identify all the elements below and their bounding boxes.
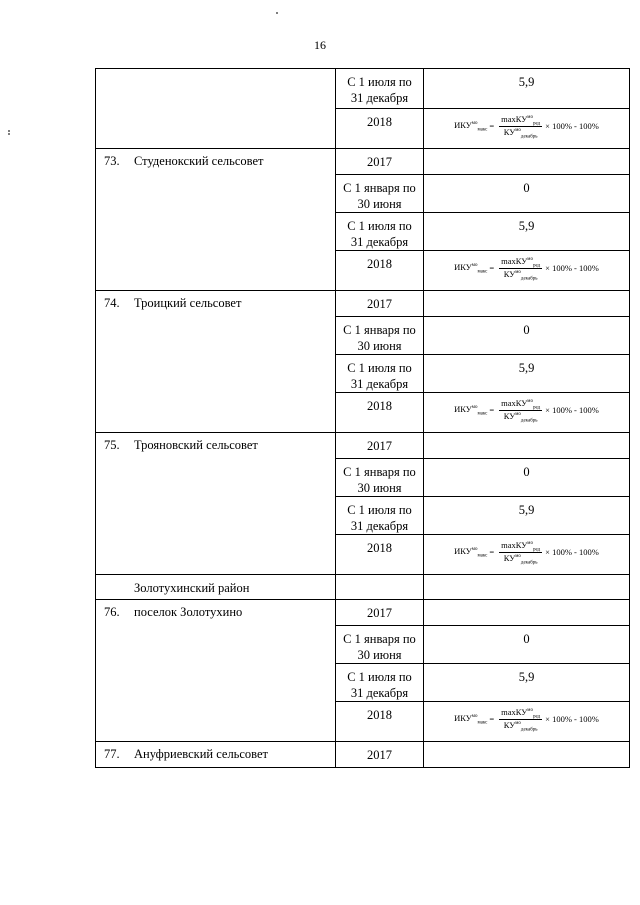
period-label: С 1 января по 30 июня <box>343 465 416 495</box>
municipality-name: Ануфриевский сельсовет <box>134 747 269 761</box>
index-value: 5,9 <box>518 219 535 233</box>
formula-equals: = <box>489 404 495 415</box>
period-cell <box>336 393 424 433</box>
district-name: Золотухинский район <box>134 581 250 595</box>
district-cell <box>96 575 336 600</box>
formula-denominator: $КУ^{мо}_{декабрь}$ <box>503 410 538 424</box>
index-value: 0 <box>523 323 530 337</box>
value-cell <box>424 575 630 600</box>
index-value: 5,9 <box>518 670 535 684</box>
period-cell <box>336 702 424 742</box>
period-label: 2017 <box>367 748 392 762</box>
period-cell <box>336 317 424 355</box>
value-cell <box>424 149 630 175</box>
formula-numerator: maxКУ$^{мо}_{ред}$ <box>501 256 541 269</box>
period-cell <box>336 175 424 213</box>
formula-tail: × 100% - 100% <box>545 404 599 415</box>
formula-tail: × 100% - 100% <box>545 546 599 557</box>
period-label: С 1 июля по 31 декабря <box>347 219 412 249</box>
value-cell <box>424 535 630 575</box>
index-formula <box>424 702 629 733</box>
formula-equals: = <box>489 262 495 273</box>
formula-fraction <box>499 707 542 733</box>
value-cell <box>424 213 630 251</box>
formula-fraction <box>499 256 542 282</box>
formula-tail: × 100% - 100% <box>545 713 599 724</box>
period-cell <box>336 742 424 768</box>
municipality-name: Трояновский сельсовет <box>134 438 258 452</box>
municipality-name: Троицкий сельсовет <box>134 296 242 310</box>
period-label: 2018 <box>367 541 392 555</box>
scan-speck <box>8 133 10 135</box>
value-cell <box>424 742 630 768</box>
index-formula <box>424 535 629 566</box>
formula-numerator: maxКУ$^{мо}_{ред}$ <box>501 114 541 127</box>
scan-speck <box>8 130 10 132</box>
index-formula <box>424 393 629 424</box>
period-label: 2017 <box>367 297 392 311</box>
value-cell <box>424 317 630 355</box>
municipality-cell <box>96 291 336 433</box>
value-cell <box>424 664 630 702</box>
period-cell <box>336 535 424 575</box>
value-cell <box>424 497 630 535</box>
period-label: 2018 <box>367 115 392 129</box>
value-cell <box>424 702 630 742</box>
municipality-entry <box>104 433 329 453</box>
formula-lhs: $ИКУ^{мо}_{макс}$ <box>454 120 488 134</box>
formula-fraction <box>499 540 542 566</box>
formula-lhs: $ИКУ^{мо}_{макс}$ <box>454 262 488 276</box>
period-cell <box>336 575 424 600</box>
period-cell <box>336 149 424 175</box>
period-label: С 1 июля по 31 декабря <box>347 361 412 391</box>
value-cell <box>424 459 630 497</box>
formula-equals: = <box>489 546 495 557</box>
period-label: С 1 июля по 31 декабря <box>347 670 412 700</box>
tariff-table <box>95 68 630 768</box>
index-formula <box>424 251 629 282</box>
formula-lhs: $ИКУ^{мо}_{макс}$ <box>454 546 488 560</box>
row-number: 74. <box>104 296 120 310</box>
formula-tail: × 100% - 100% <box>545 262 599 273</box>
period-label: 2017 <box>367 155 392 169</box>
table-row <box>96 149 630 175</box>
period-cell <box>336 355 424 393</box>
municipality-name: поселок Золотухино <box>134 605 243 619</box>
table-row <box>96 69 630 109</box>
index-value <box>424 600 629 605</box>
period-cell <box>336 291 424 317</box>
row-number: 77. <box>104 747 120 761</box>
value-cell <box>424 355 630 393</box>
period-label: 2018 <box>367 257 392 271</box>
page-number: 16 <box>314 38 326 52</box>
index-value: 0 <box>523 632 530 646</box>
period-cell <box>336 433 424 459</box>
value-cell <box>424 175 630 213</box>
period-label: 2018 <box>367 399 392 413</box>
value-cell <box>424 626 630 664</box>
table-row <box>96 600 630 626</box>
formula-fraction <box>499 398 542 424</box>
formula-lhs: $ИКУ^{мо}_{макс}$ <box>454 713 488 727</box>
district-row <box>96 575 630 600</box>
index-value: 5,9 <box>518 75 535 89</box>
municipality-cell <box>96 600 336 742</box>
municipality-cell <box>96 433 336 575</box>
formula-equals: = <box>489 120 495 131</box>
index-value: 5,9 <box>518 503 535 517</box>
municipality-entry <box>104 149 329 169</box>
index-formula <box>424 109 629 140</box>
period-cell <box>336 213 424 251</box>
index-value: 0 <box>523 465 530 479</box>
period-cell <box>336 251 424 291</box>
municipality-cell <box>96 742 336 768</box>
value-cell <box>424 251 630 291</box>
municipality-entry <box>104 600 329 620</box>
scan-speck <box>276 12 278 14</box>
municipality-entry <box>104 742 329 762</box>
municipality-cell <box>96 149 336 291</box>
value-cell <box>424 291 630 317</box>
formula-denominator: $КУ^{мо}_{декабрь}$ <box>503 552 538 566</box>
formula-lhs: $ИКУ^{мо}_{макс}$ <box>454 404 488 418</box>
index-value <box>424 149 629 154</box>
period-label: 2017 <box>367 439 392 453</box>
period-cell <box>336 69 424 109</box>
index-value <box>424 433 629 438</box>
value-cell <box>424 600 630 626</box>
row-number: 73. <box>104 154 120 168</box>
formula-numerator: maxКУ$^{мо}_{ред}$ <box>501 540 541 553</box>
formula-denominator: $КУ^{мо}_{декабрь}$ <box>503 126 538 140</box>
period-label: С 1 января по 30 июня <box>343 181 416 211</box>
period-label: С 1 января по 30 июня <box>343 323 416 353</box>
period-cell <box>336 626 424 664</box>
period-label: 2017 <box>367 606 392 620</box>
table-row <box>96 742 630 768</box>
period-cell <box>336 600 424 626</box>
period-cell <box>336 459 424 497</box>
municipality-name: Студенокский сельсовет <box>134 154 264 168</box>
formula-fraction <box>499 114 542 140</box>
row-number: 76. <box>104 605 120 619</box>
row-number: 75. <box>104 438 120 452</box>
municipality-cell <box>96 69 336 149</box>
index-value <box>424 291 629 296</box>
index-value: 5,9 <box>518 361 535 375</box>
formula-numerator: maxКУ$^{мо}_{ред}$ <box>501 398 541 411</box>
period-cell <box>336 497 424 535</box>
period-cell <box>336 109 424 149</box>
formula-denominator: $КУ^{мо}_{декабрь}$ <box>503 719 538 733</box>
formula-equals: = <box>489 713 495 724</box>
period-label: С 1 января по 30 июня <box>343 632 416 662</box>
table-row <box>96 291 630 317</box>
table-row <box>96 433 630 459</box>
period-label: С 1 июля по 31 декабря <box>347 503 412 533</box>
value-cell <box>424 69 630 109</box>
municipality-entry <box>104 291 329 311</box>
formula-numerator: maxКУ$^{мо}_{ред}$ <box>501 707 541 720</box>
value-cell <box>424 393 630 433</box>
formula-tail: × 100% - 100% <box>545 120 599 131</box>
index-value <box>424 742 629 747</box>
value-cell <box>424 109 630 149</box>
period-label: 2018 <box>367 708 392 722</box>
period-cell <box>336 664 424 702</box>
period-label: С 1 июля по 31 декабря <box>347 75 412 105</box>
index-value: 0 <box>523 181 530 195</box>
formula-denominator: $КУ^{мо}_{декабрь}$ <box>503 268 538 282</box>
value-cell <box>424 433 630 459</box>
